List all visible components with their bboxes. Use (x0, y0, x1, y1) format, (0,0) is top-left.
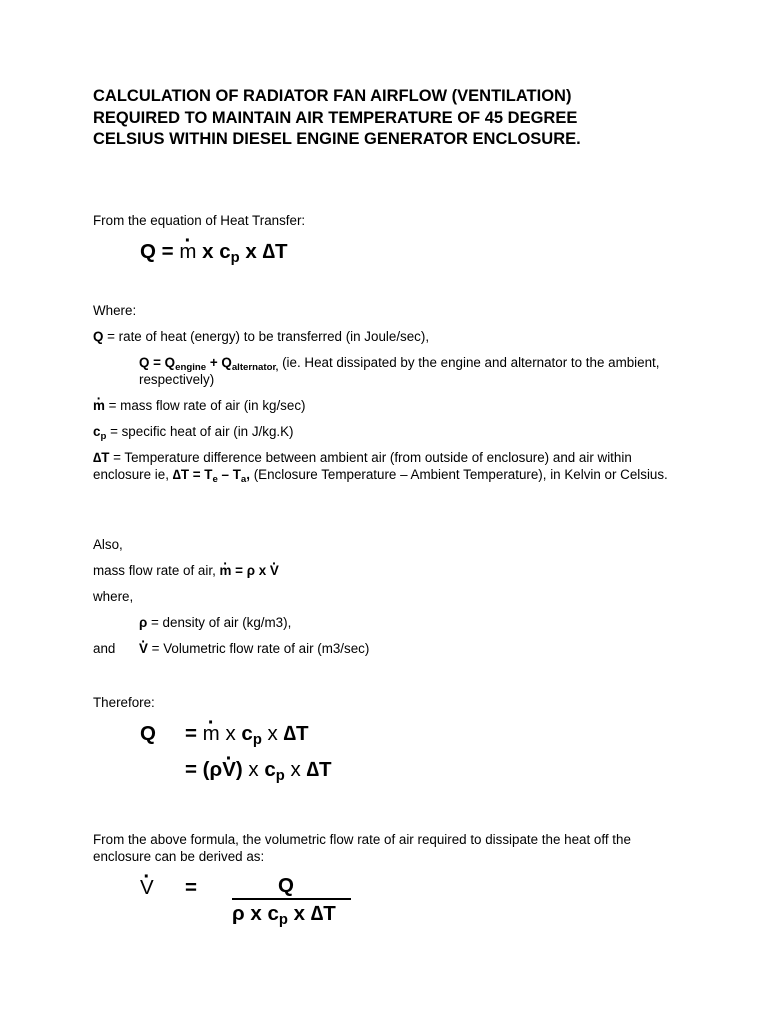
eq-equals: = (161, 240, 174, 263)
eq-times-1: x (202, 240, 214, 263)
def-vdot: · V = Volumetric flow rate of air (m3/sec) (139, 640, 369, 657)
derived-text: From the above formula, the volumetric flow rate of air required to dissipate the heat off the enclosure can be derived as: (93, 832, 631, 864)
therefore-q: Q (140, 722, 156, 745)
therefore-line-2: = (ρ· V) x $c_p$ x ∆T (185, 758, 332, 782)
fraction-denominator: ρ x $c_p$ x ∆T (232, 902, 336, 929)
title-line-2: REQUIRED TO MAINTAIN AIR TEMPERATURE OF 45 DEGREE (93, 108, 578, 127)
title-line-1: CALCULATION OF RADIATOR FAN AIRFLOW (VENTILATION) (93, 87, 572, 105)
and-label: and (93, 641, 116, 656)
eq-q: Q (140, 240, 156, 263)
eq-delta-t: ∆T (262, 240, 288, 263)
main-equation (140, 240, 288, 267)
def-m: · m = mass flow rate of air (in kg/sec) (93, 397, 305, 414)
def-q-sum: $Q = Q_{engine} + Q_{alternator,}$ (ie. Heat dissipated by the engine and alternator to the ambient, respectively) (139, 355, 660, 387)
also-label: Also, (93, 537, 123, 552)
final-equals: = (185, 876, 197, 899)
title-line-3: CELSIUS WITHIN DIESEL ENGINE GENERATOR ENCLOSURE. (93, 130, 581, 148)
def-rho: ρ = density of air (kg/m3), (139, 615, 292, 630)
where-lower: where, (93, 589, 134, 604)
final-v: · V (140, 876, 154, 900)
mass-flow-line: mass flow rate of air, · m = ρ x · V (93, 562, 279, 579)
intro-text: From the equation of Heat Transfer: (93, 213, 306, 228)
def-delta-t: ∆T = Temperature difference between ambient air (from outside of enclosure) and air within enclosure ie, $\Delta T = T_e - T_a$, (Enclosure Temperature – Ambient Temperature), in Kelvin or Celsius. (93, 450, 668, 485)
eq-c: $c_p$ (219, 240, 240, 267)
document-title (93, 86, 713, 151)
where-label: Where: (93, 303, 137, 318)
fraction-numerator: Q (232, 874, 351, 900)
eq-mdot: · m (179, 240, 196, 264)
def-cp: $c_p$ = specific heat of air (in J/kg.K) (93, 424, 294, 442)
therefore-line-1: = · m x $c_p$ x ∆T (185, 722, 309, 746)
therefore-label: Therefore: (93, 695, 155, 710)
def-q: Q = rate of heat (energy) to be transferred (in Joule/sec), (93, 329, 430, 344)
eq-times-2: x (245, 240, 257, 263)
